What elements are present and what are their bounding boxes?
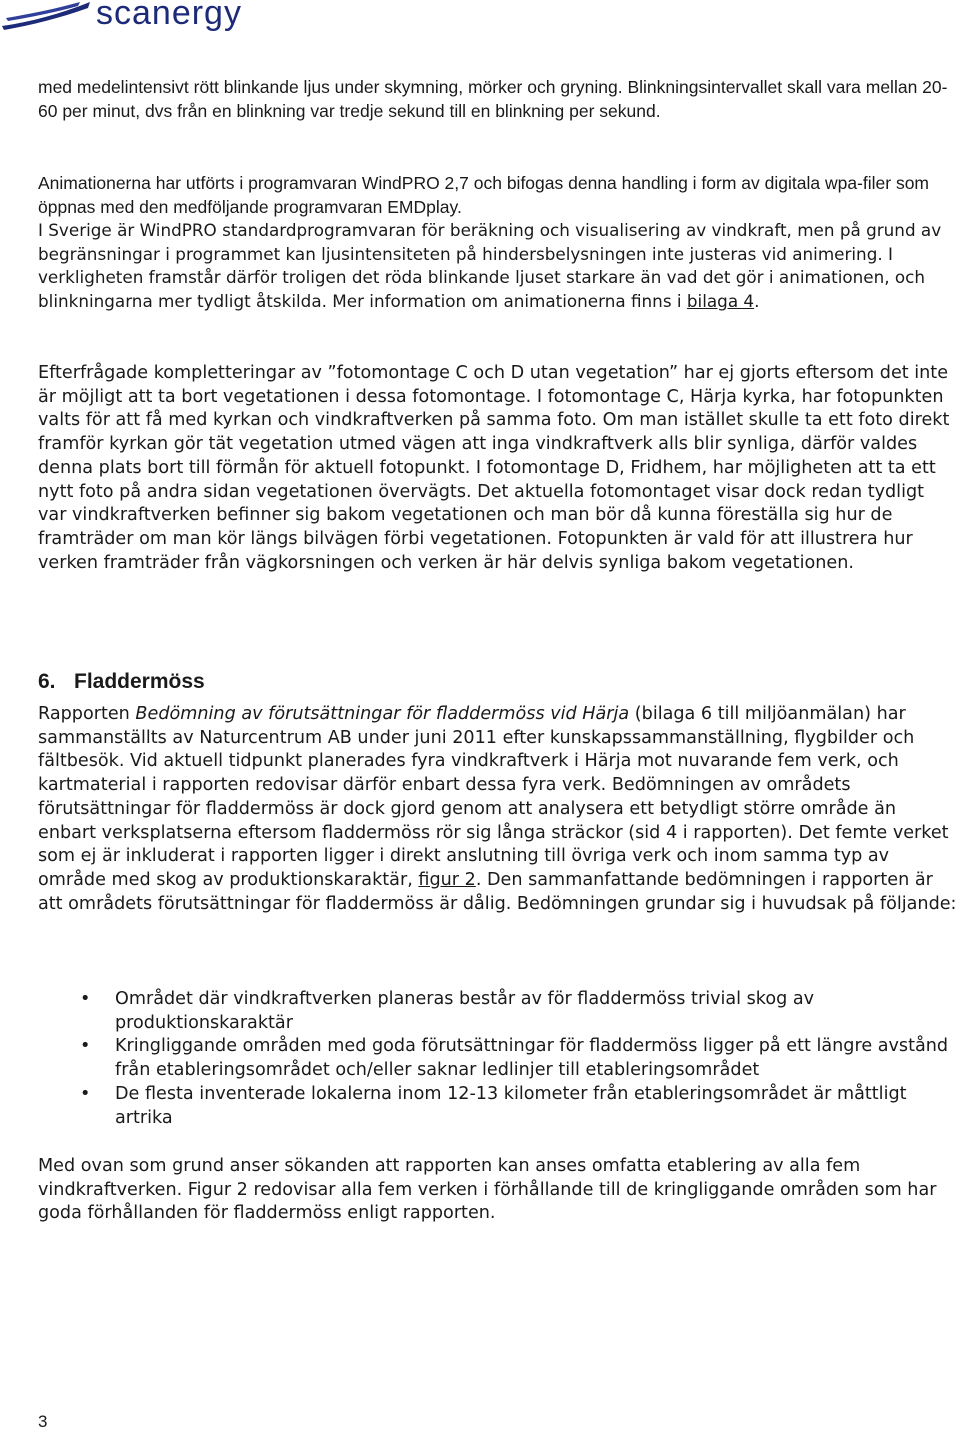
figur-2-link[interactable]: figur 2 <box>418 869 476 890</box>
report-title: Bedömning av förutsättningar för fladdermöss vid Härja <box>135 704 630 724</box>
bullet-icon: • <box>80 1083 91 1104</box>
paragraph-blink-interval: med medelintensivt rött blinkande ljus under skymning, mörker och gryning. Blinkningsintervallet skall vara mellan 20-60 per minut, dvs från en blinkning var tredje sekund till en blinkning per sekund. <box>38 77 948 121</box>
paragraph-windpro-text: I Sverige är WindPRO standardprogramvaran för beräkning och visualisering av vindkraft, men på grund av begränsningar i programmet kan ljusintensiteten på hindersbelysningen inte justeras vid animering. I verkligheten framstår därför troligen det röda blinkande ljuset starkare än vad det gör i animationen, och blinkningarna mer tydligt åtskilda. Mer information om animationerna finns i <box>38 220 942 312</box>
logo-swoosh-icon <box>0 0 92 32</box>
list-item-text: Området där vindkraftverken planeras består av för fladdermöss trivial skog av produktionskaraktär <box>115 989 815 1033</box>
section-number: 6. <box>38 670 56 693</box>
report-summary-text: . Den sammanfattande bedömningen i rapporten är att områdets förutsättningar för fladdermöss är dålig. Bedömningen grundar sig i huvudsak på följande: <box>38 869 957 914</box>
paragraph-windpro <box>38 219 958 314</box>
section-heading <box>38 670 958 694</box>
list-item <box>38 1035 958 1082</box>
paragraph-bat-report <box>38 703 958 916</box>
paragraph-photomontage: Efterfrågade kompletteringar av ”fotomontage C och D utan vegetation” har ej gjorts eftersom det inte är möjligt att ta bort vegetationen i dessa fotomontage. I fotomontage C, Härja kyrka, har fotopunkten valts för att få med kyrkan och vindkraftverken på samma foto. Om man istället skulle ta ett foto direkt framför kyrkan gör tät vegetation utmed vägen att inga vindkraftverk alls blir synliga, därför valdes denna plats bort till förmån för aktuell fotopunkt. I fotomontage D, Fridhem, har möjligheten att ta ett nytt foto på andra sidan vegetationen övervägts. Det aktuella fotomontaget visar dock redan tydligt var vindkraftverken befinner sig bakom vegetationen och man bör då kunna föreställa sig hur de framträder om man kör längs bilvägen förbi vegetationen. Fotopunkten är vald för att illustrera hur verken framträder från vägkorsningen och verken är här delvis synliga bakom vegetationen. <box>38 363 950 573</box>
report-intro-text: Rapporten <box>38 704 136 724</box>
company-logo <box>0 0 300 40</box>
bullet-icon: • <box>80 1036 91 1057</box>
list-item <box>38 988 958 1035</box>
paragraph-conclusion: Med ovan som grund anser sökanden att rapporten kan anses omfatta etablering av alla fem vindkraftverken. Figur 2 redovisar alla fem verken i förhållande till de kringliggande områden som har goda förhållanden för fladdermöss enligt rapporten. <box>38 1156 937 1224</box>
bullet-icon: • <box>80 989 91 1009</box>
page-number: 3 <box>38 1412 48 1431</box>
section-title: Fladdermöss <box>74 670 205 693</box>
list-item-text: Kringliggande områden med goda förutsättningar för fladdermöss ligger på ett längre avstånd från etableringsområdet och/eller saknar ledlinjer till etableringsområdet <box>115 1036 949 1081</box>
bilaga-4-link[interactable]: bilaga 4 <box>686 291 755 312</box>
list-item-text: De flesta inventerade lokalerna inom 12-13 kilometer från etableringsområdet är måttligt artrika <box>115 1083 907 1128</box>
paragraph-windpro-end: . <box>754 291 760 312</box>
report-body-text: (bilaga 6 till miljöanmälan) har sammanställts av Naturcentrum AB under juni 2011 efter kunskapssammanställning, flygbilder och fältbesök. Vid aktuell tidpunkt planerades fyra vindkraftverk i Härja mot nuvarande fem verk, och kartmaterial i rapporten redovisar därför enbart dessa fyra verk. Bedömningen av områdets förutsättningar för fladdermöss är dock gjord genom att analysera ett betydligt större område än enbart verksplatserna eftersom fladdermöss rör sig långa sträckor (sid 4 i rapporten). Det femte verket som ej är inkluderat i rapporten ligger i direkt anslutning till övriga verk och inom samma typ av område med skog av produktionskaraktär, <box>38 704 949 890</box>
logo-text: scanergy <box>96 0 242 32</box>
paragraph-animations: Animationerna har utförts i programvaran WindPRO 2,7 och bifogas denna handling i form av digitala wpa-filer som öppnas med den medföljande programvaran EMDplay. <box>38 173 930 217</box>
assessment-list <box>38 988 958 1130</box>
list-item <box>38 1083 958 1130</box>
